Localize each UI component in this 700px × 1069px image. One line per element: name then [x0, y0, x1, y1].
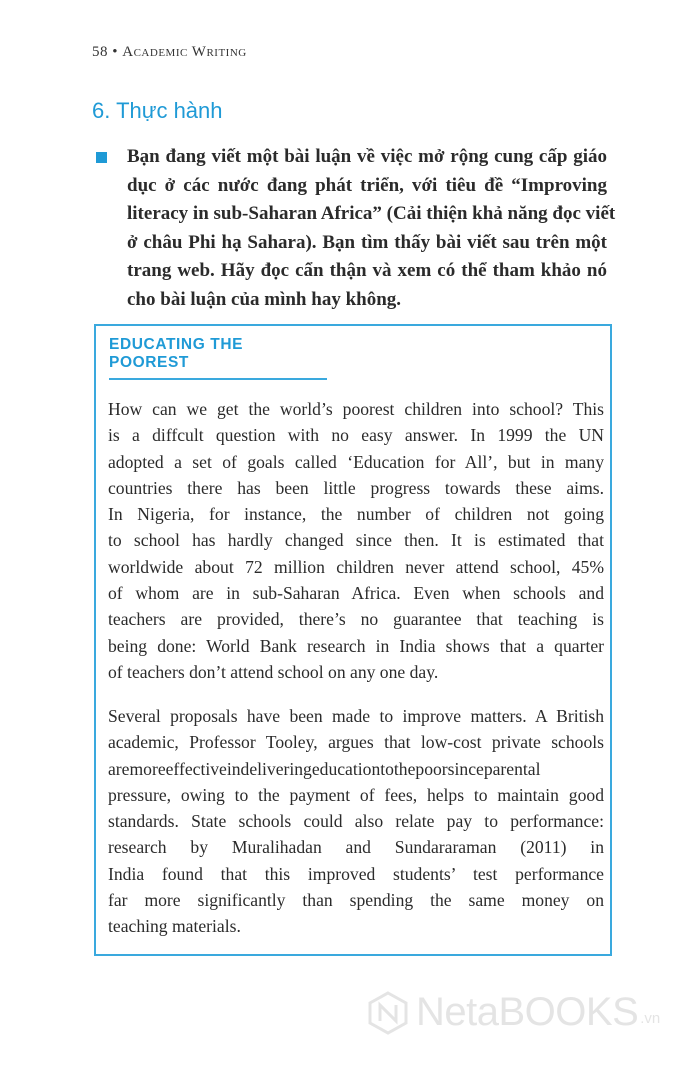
passage-line: is a diffcult question with no easy answer. In 1999 the UN: [108, 425, 604, 446]
netabooks-logo-icon: [366, 991, 410, 1035]
passage-line: pressure, owing to the payment of fees, helps to maintain good: [108, 784, 604, 805]
page-number: 58: [92, 44, 108, 60]
passage-line: academic, Professor Tooley, argues that low-cost private schools: [108, 732, 604, 753]
passage-line: being done: World Bank research in India shows that a quarter: [108, 635, 604, 656]
passage-paragraph-1: [108, 396, 604, 685]
passage-line: In Nigeria, for instance, the number of children not going: [108, 504, 604, 525]
exercise-line: trang web. Hãy đọc cẩn thận và xem có thể tham khảo nó: [127, 260, 607, 281]
section-title: 6. Thực hành: [92, 98, 223, 123]
passage-line: of whom are in sub-Saharan Africa. Even when schools and: [108, 583, 604, 604]
exercise-line: dục ở các nước đang phát triển, với tiêu đề “Improving: [127, 174, 607, 196]
passage-paragraph-2: [108, 703, 604, 940]
exercise-line: literacy in sub-Saharan Africa” (Cải thiện khả năng đọc viết: [127, 203, 616, 224]
watermark: [366, 990, 660, 1035]
passage-line: adopted a set of goals called ‘Education for All’, but in many: [108, 451, 604, 472]
running-head: [92, 44, 247, 61]
passage-line: of teachers don’t attend school on any one day.: [108, 661, 439, 682]
reading-passage-box: [94, 324, 612, 956]
passage-line: How can we get the world’s poorest children into school? This: [108, 399, 604, 419]
passage-title: EDUCATING THE POOREST: [109, 336, 327, 380]
passage-line: teachers are provided, there’s no guarantee that teaching is: [108, 609, 604, 630]
watermark-brand: NetaBOOKS: [416, 990, 639, 1034]
exercise-line: Bạn đang viết một bài luận về việc mở rộng cung cấp giáo: [127, 146, 607, 167]
header-separator: •: [112, 44, 119, 60]
running-title: Academic Writing: [122, 44, 247, 60]
passage-line: to school has hardly changed since then. It is estimated that: [108, 530, 604, 551]
exercise-line: cho bài luận của mình hay không.: [127, 288, 402, 310]
passage-line: worldwide about 72 million children never attend school, 45%: [108, 556, 604, 577]
passage-line: far more significantly than spending the same money on: [108, 890, 604, 911]
passage-line: countries there has been little progress towards these aims.: [108, 477, 604, 498]
square-bullet-icon: [96, 152, 107, 163]
passage-line: Several proposals have been made to improve matters. A British: [108, 706, 604, 726]
passage-line: India found that this improved students’ test performance: [108, 863, 604, 884]
passage-line: research by Muralihadan and Sundararaman (2011) in: [108, 837, 604, 858]
exercise-instructions: [127, 143, 616, 314]
exercise-line: ở châu Phi hạ Sahara). Bạn tìm thấy bài viết sau trên một: [127, 231, 607, 253]
passage-line: aremoreeffectiveindeliveringeducationtothepoorsinceparental: [108, 758, 541, 779]
passage-line: teaching materials.: [108, 916, 241, 937]
watermark-suffix: .vn: [640, 1010, 661, 1027]
passage-line: standards. State schools could also relate pay to performance:: [108, 811, 604, 832]
